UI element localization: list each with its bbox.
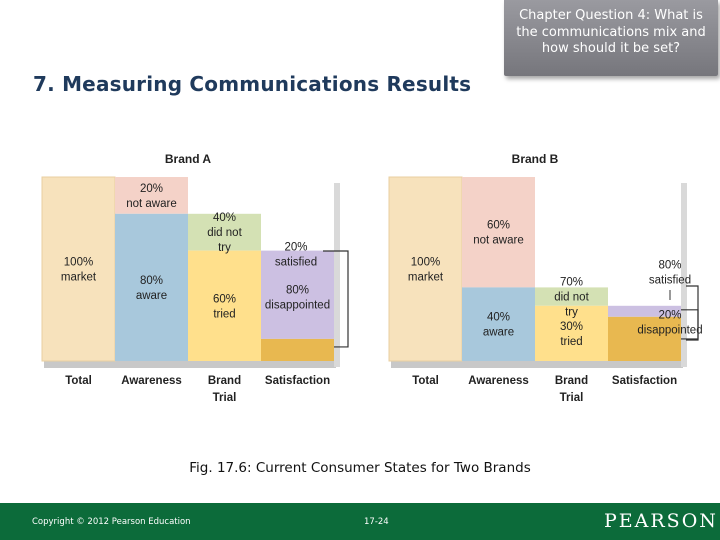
category-label: Awareness <box>121 375 182 387</box>
category-label: Total <box>65 375 92 387</box>
pearson-logo: PEARSON <box>604 510 718 532</box>
label-not-aware-line: 20% <box>139 182 164 195</box>
category-label: Trial <box>212 392 237 404</box>
label-did-not-try-line: did not <box>207 227 242 240</box>
label-total-line: market <box>60 271 97 284</box>
label-did-not-try-line: did not <box>554 291 589 304</box>
bar-aware <box>462 287 535 361</box>
label-satisfied-line: satisfied <box>648 274 692 287</box>
label-disappointed-line: disappointed <box>264 299 331 312</box>
label-tried-line: tried <box>560 335 583 348</box>
label-total-line: market <box>407 271 444 284</box>
category-label: Satisfaction <box>264 375 331 387</box>
category-label: Brand <box>207 375 242 387</box>
label-disappointed-line: 80% <box>285 284 310 297</box>
slide-title: 7. Measuring Communications Results <box>33 72 472 96</box>
label-satisfied-line: satisfied <box>274 256 318 269</box>
bar-satisfied <box>608 317 681 361</box>
label-did-not-try-line: try <box>565 306 578 319</box>
panel-title: Brand B <box>511 152 559 166</box>
label-aware-line: aware <box>135 289 168 302</box>
label-disappointed-line: 20% <box>658 309 682 322</box>
label-satisfied-line: 20% <box>284 241 308 254</box>
bar-aware <box>115 214 188 361</box>
bar-total <box>389 177 462 361</box>
chart-floor-shadow <box>391 361 683 368</box>
label-aware-line: aware <box>482 326 515 339</box>
chapter-question-text: Chapter Question 4: What is the communications mix and how should it be set? <box>516 8 706 56</box>
label-total-line: 100% <box>63 256 94 269</box>
label-satisfied-line: 80% <box>658 259 682 272</box>
page-number: 17-24 <box>364 517 389 527</box>
category-label: Trial <box>559 392 584 404</box>
bar-satisfied <box>261 339 334 361</box>
label-tried-line: 60% <box>212 293 237 306</box>
figure-caption: Fig. 17.6: Current Consumer States for Two Brands <box>189 460 531 476</box>
label-tried-line: 30% <box>559 320 584 333</box>
chart-side-shadow <box>334 183 340 367</box>
bar-not-aware <box>462 177 535 287</box>
bar-tried <box>188 251 261 361</box>
label-aware-line: 80% <box>139 274 164 287</box>
label-not-aware-line: not aware <box>473 234 524 247</box>
category-label: Brand <box>554 375 589 387</box>
chart-floor-shadow <box>44 361 336 368</box>
category-label: Total <box>412 375 439 387</box>
panel-title: Brand A <box>164 152 212 166</box>
label-total-line: 100% <box>410 256 441 269</box>
label-did-not-try-line: try <box>218 242 231 255</box>
category-label: Awareness <box>468 375 529 387</box>
bar-total <box>42 177 115 361</box>
footer-bar <box>0 503 720 540</box>
label-disappointed-line: disappointed <box>637 324 703 337</box>
copyright-text: Copyright © 2012 Pearson Education <box>32 517 191 527</box>
label-not-aware-line: not aware <box>126 197 177 210</box>
label-tried-line: tried <box>213 308 236 321</box>
label-did-not-try-line: 40% <box>212 212 237 225</box>
category-label: Satisfaction <box>611 375 678 387</box>
label-did-not-try-line: 70% <box>559 276 584 289</box>
label-aware-line: 40% <box>486 311 511 324</box>
label-not-aware-line: 60% <box>486 219 511 232</box>
